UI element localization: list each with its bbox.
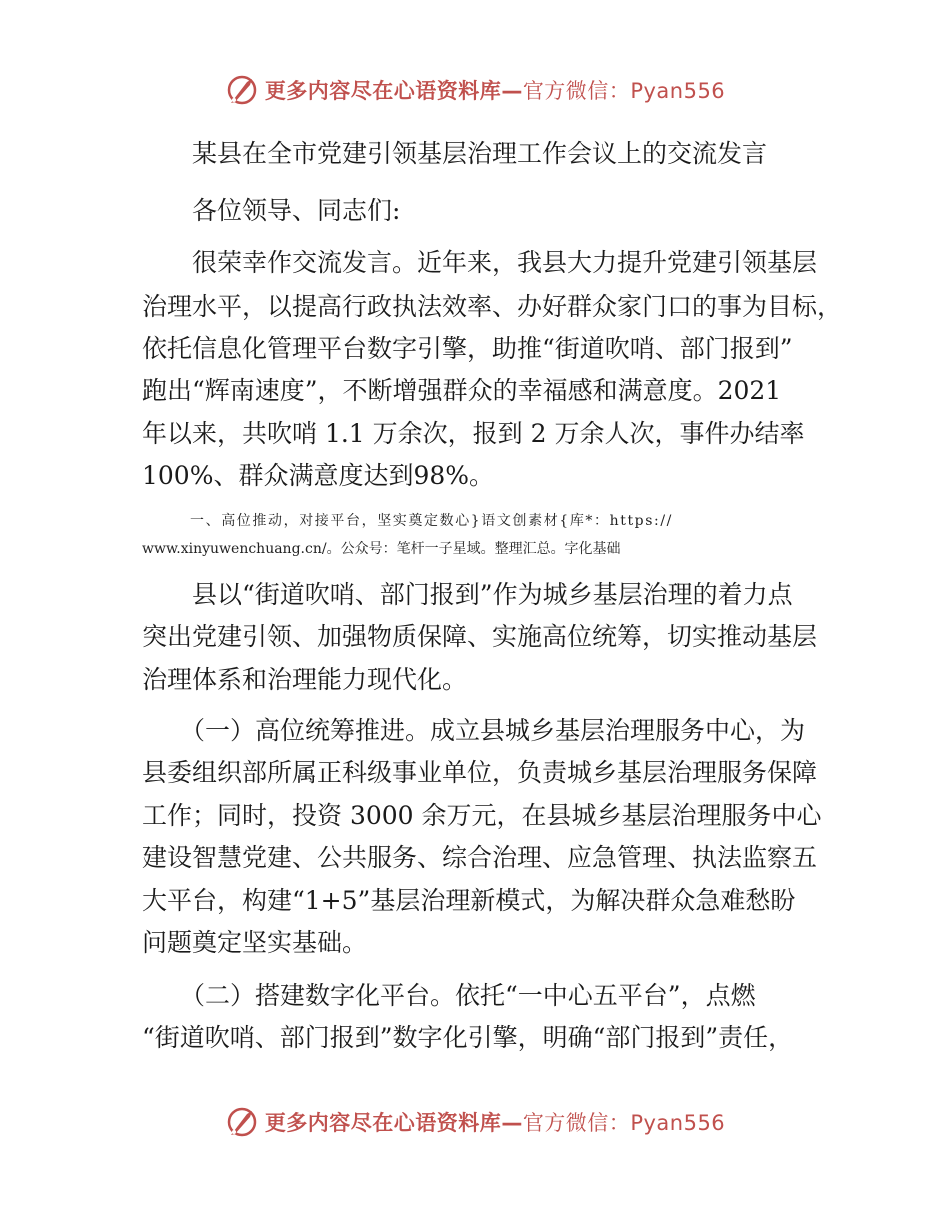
salutation: 各位领导、同志们: xyxy=(192,196,401,225)
watermark-banner-top xyxy=(0,70,950,110)
paragraph-line: 年以来，共吹哨 1.1 万余次，报到 2 万余人次，事件办结率 xyxy=(142,419,805,448)
paragraph-line: 100%、群众满意度达到98%。 xyxy=(142,461,495,490)
paragraph-line: 突出党建引领、加强物质保障、实施高位统筹，切实推动基层 xyxy=(142,622,818,651)
paragraph-line: （一）高位统筹推进。成立县城乡基层治理服务中心，为 xyxy=(180,716,806,745)
paragraph-line: 工作；同时，投资 3000 余万元，在县城乡基层治理服务中心 xyxy=(142,801,822,830)
paragraph-line: 依托信息化管理平台数字引擎，助推“街道吹哨、部门报到” xyxy=(142,334,793,363)
paragraph-line: 治理水平，以提高行政执法效率、办好群众家门口的事为目标， xyxy=(142,292,843,321)
paragraph-line: 建设智慧党建、公共服务、综合治理、应急管理、执法监察五 xyxy=(142,843,818,872)
quill-logo-icon xyxy=(225,73,259,107)
inserted-note-line: www.xinyuwenchuang.cn/。公众号：笔杆一子星域。整理汇总。字化基础 xyxy=(142,541,621,557)
watermark-text: 更多内容尽在心语资料库—官方微信：Pyan556 xyxy=(264,79,726,103)
paragraph-line: 治理体系和治理能力现代化。 xyxy=(142,665,468,694)
document-title: 某县在全市党建引领基层治理工作会议上的交流发言 xyxy=(192,139,768,168)
inserted-note-line: 一、高位推动，对接平台，坚实奠定数心}语文创素材{库*：https:// xyxy=(190,513,673,529)
paragraph-line: （二）搭建数字化平台。依托“一中心五平台”，点燃 xyxy=(180,981,756,1010)
quill-logo-icon xyxy=(225,1105,259,1139)
paragraph-line: “街道吹哨、部门报到”数字化引擎，明确“部门报到”责任， xyxy=(142,1023,794,1052)
paragraph-line: 县以“街道吹哨、部门报到”作为城乡基层治理的着力点 xyxy=(192,580,793,609)
paragraph-line: 大平台，构建“1+5”基层治理新模式，为解决群众急难愁盼 xyxy=(142,886,796,915)
watermark-banner-bottom xyxy=(0,1102,950,1142)
paragraph-line: 县委组织部所属正科级事业单位，负责城乡基层治理服务保障 xyxy=(142,758,818,787)
paragraph-line: 很荣幸作交流发言。近年来，我县大力提升党建引领基层 xyxy=(192,248,818,277)
paragraph-line: 问题奠定坚实基础。 xyxy=(142,928,368,957)
paragraph-line: 跑出“辉南速度”，不断增强群众的幸福感和满意度。2021 xyxy=(142,376,782,405)
watermark-text: 更多内容尽在心语资料库—官方微信：Pyan556 xyxy=(264,1111,726,1135)
